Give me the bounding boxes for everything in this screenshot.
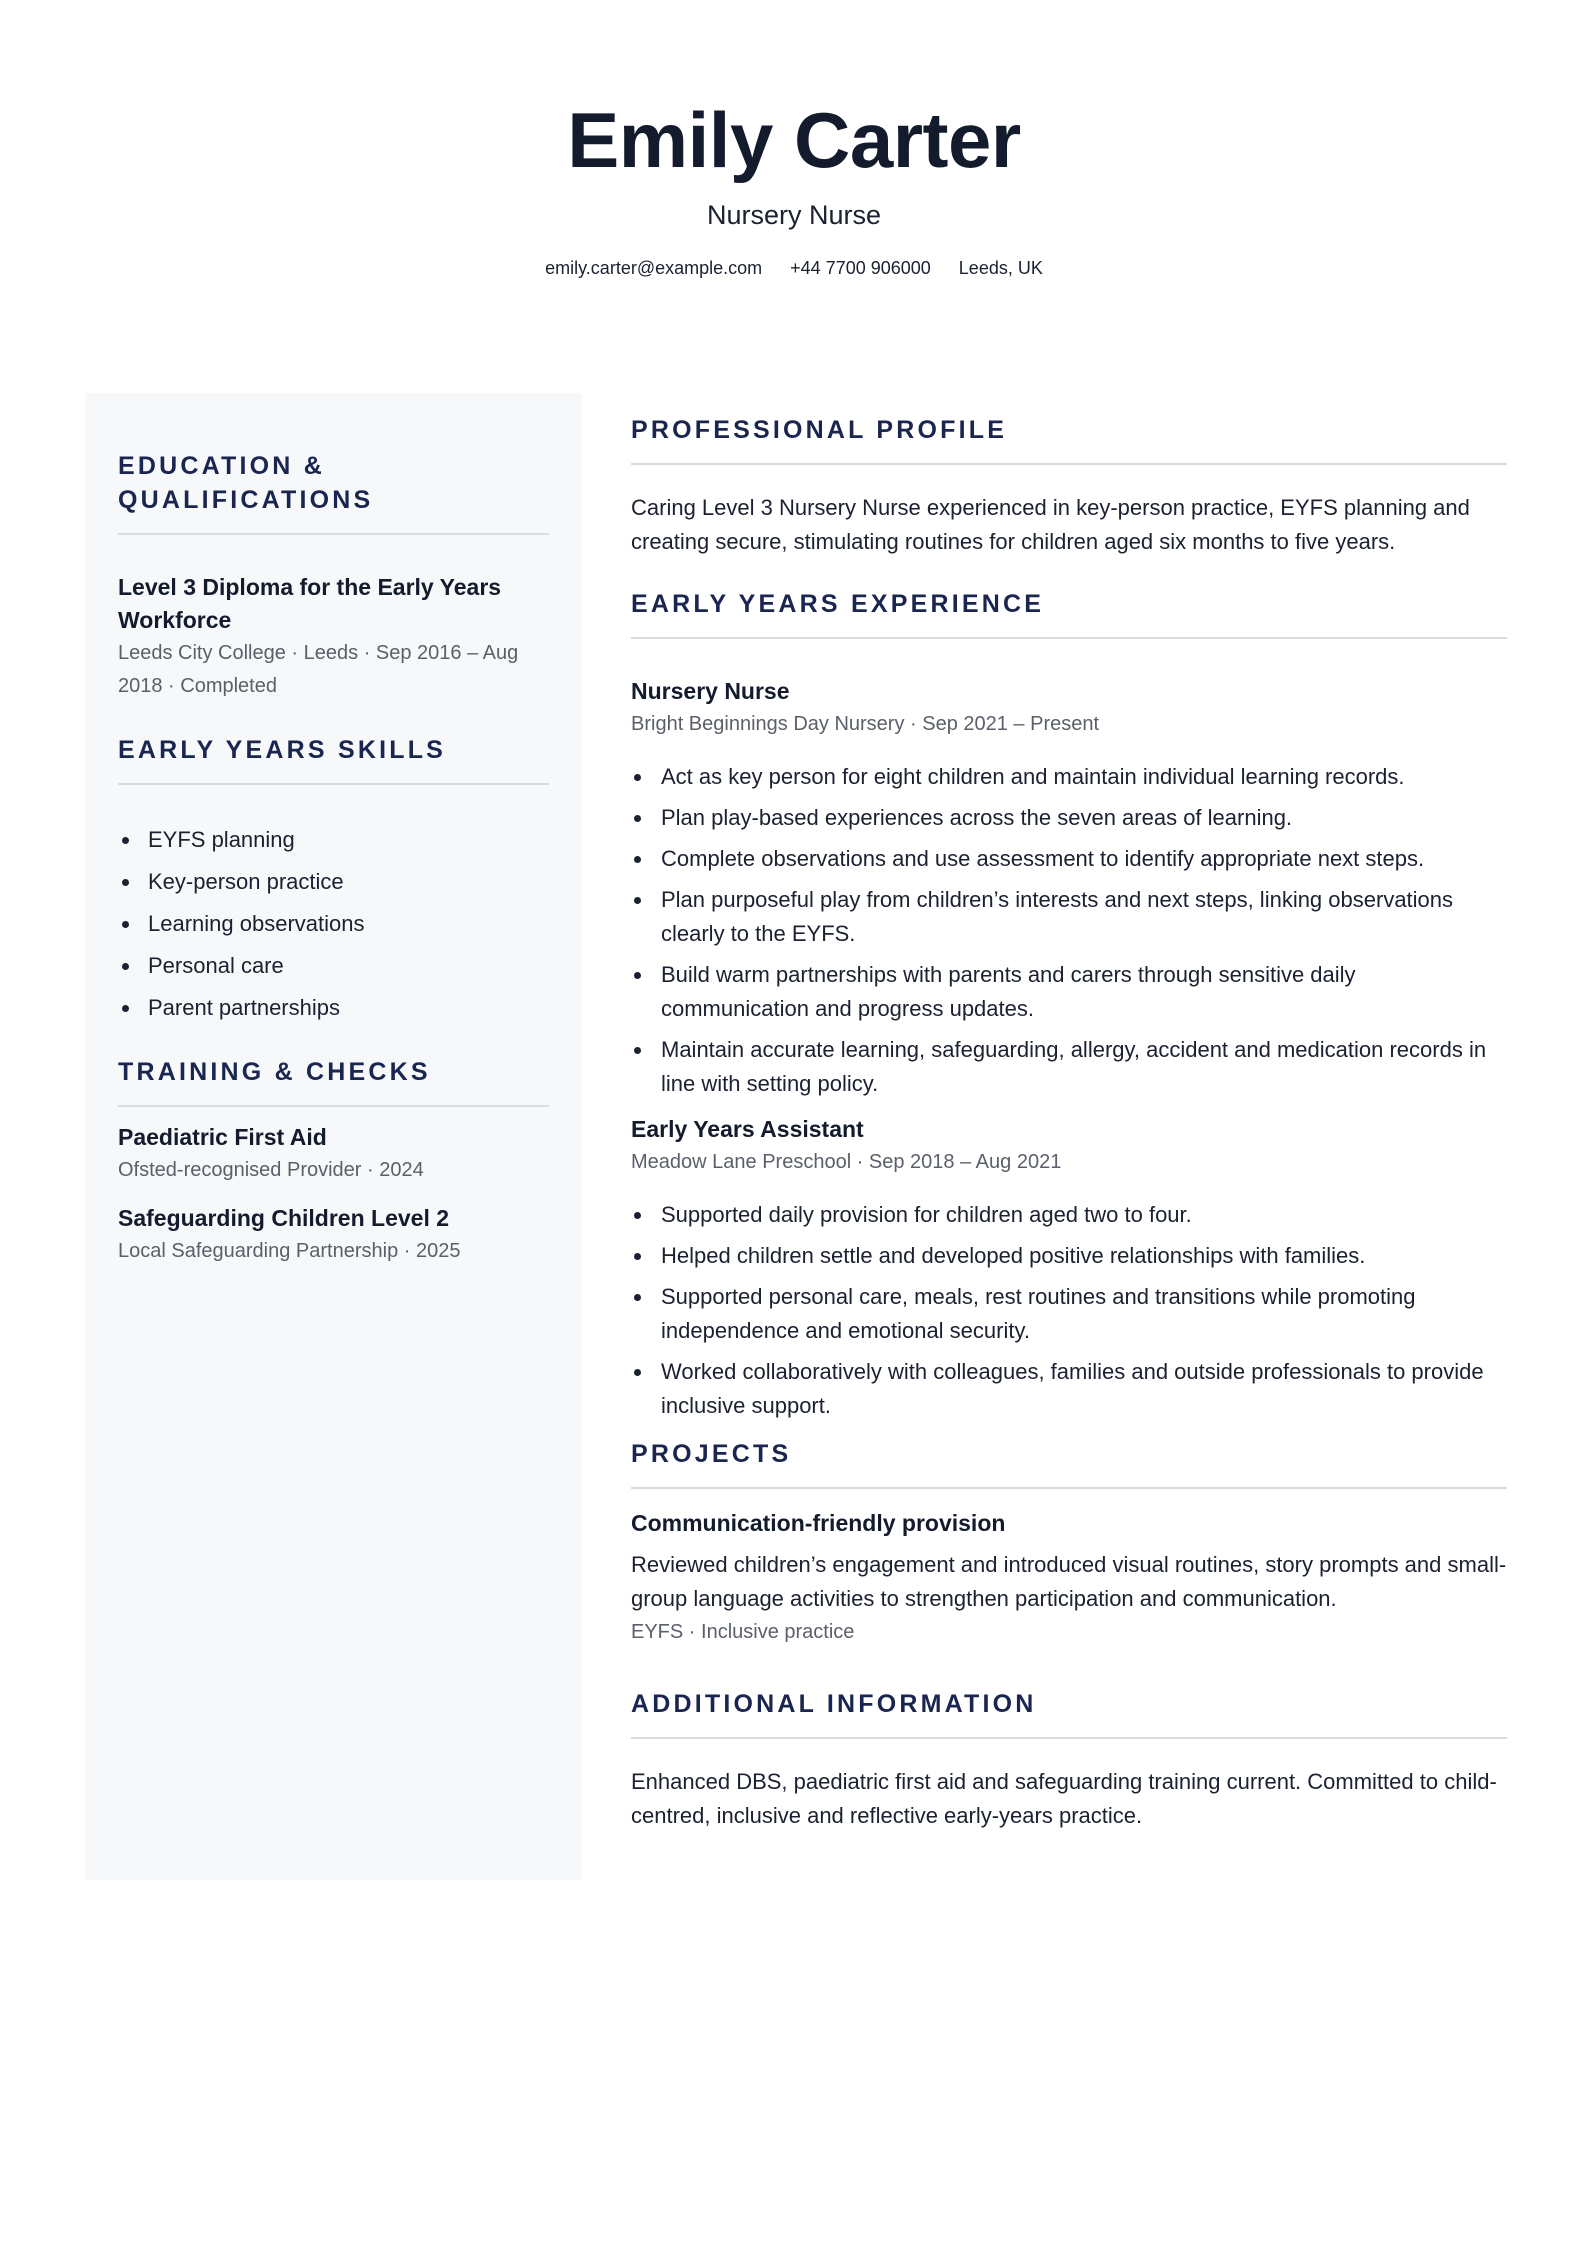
- experience-divider: [631, 637, 1507, 639]
- profile-text: Caring Level 3 Nursery Nurse experienced in key-person practice, EYFS planning and creating secure, stimulating routines for children aged six months to five years.: [631, 495, 1470, 554]
- education-item-details: Leeds City College · Leeds · Sep 2016 – Aug 2018 · Completed: [118, 642, 519, 697]
- skills-list: [118, 819, 549, 1029]
- training-item-details: Ofsted-recognised Provider · 2024: [118, 1159, 424, 1181]
- job-entry: [631, 1113, 1507, 1423]
- training-item: [118, 1121, 549, 1187]
- contact-phone[interactable]: +44 7700 906000: [790, 258, 931, 278]
- training-divider: [118, 1105, 549, 1107]
- list-item: Maintain accurate learning, safeguarding, allergy, accident and medication records in line with setting policy.: [631, 1033, 1507, 1101]
- list-item: EYFS planning: [118, 819, 549, 861]
- list-item: Plan purposeful play from children’s interests and next steps, linking observations clearly to the EYFS.: [631, 883, 1507, 951]
- list-item: Supported personal care, meals, rest routines and transitions while promoting independence and emotional security.: [631, 1280, 1507, 1348]
- job-meta: Meadow Lane Preschool · Sep 2018 – Aug 2021: [631, 1151, 1062, 1173]
- list-item: Complete observations and use assessment to identify appropriate next steps.: [631, 842, 1507, 876]
- profile-section: [631, 413, 1507, 559]
- training-item-details: Local Safeguarding Partnership · 2025: [118, 1240, 461, 1262]
- list-item: Worked collaboratively with colleagues, families and outside professionals to provide inclusive support.: [631, 1355, 1507, 1423]
- candidate-name: Emily Carter: [567, 96, 1021, 184]
- project-tags: EYFS · Inclusive practice: [631, 1621, 855, 1643]
- contact-email[interactable]: emily.carter@example.com: [545, 258, 763, 278]
- list-item: Supported daily provision for children aged two to four.: [631, 1198, 1507, 1232]
- additional-heading: ADDITIONAL INFORMATION: [631, 1690, 1037, 1718]
- projects-divider: [631, 1487, 1507, 1489]
- education-heading: [118, 449, 549, 517]
- projects-section: [631, 1437, 1507, 1649]
- list-item: Helped children settle and developed positive relationships with families.: [631, 1239, 1507, 1273]
- training-section: [118, 1055, 549, 1268]
- additional-text: Enhanced DBS, paediatric first aid and safeguarding training current. Committed to child-centred, inclusive and reflective early-years practice.: [631, 1769, 1497, 1828]
- education-section: [118, 393, 549, 703]
- skills-divider: [118, 783, 549, 785]
- list-item: Parent partnerships: [118, 987, 549, 1029]
- education-heading-line2: QUALIFICATIONS: [118, 486, 374, 514]
- job-title: Nursery Nurse: [631, 678, 790, 704]
- education-heading-line1: EDUCATION &: [118, 452, 325, 480]
- training-item-title: Safeguarding Children Level 2: [118, 1205, 450, 1231]
- contact-location: Leeds, UK: [958, 258, 1043, 278]
- skills-heading: EARLY YEARS SKILLS: [118, 736, 447, 764]
- job-meta: Bright Beginnings Day Nursery · Sep 2021 – Present: [631, 713, 1100, 735]
- experience-heading: EARLY YEARS EXPERIENCE: [631, 590, 1045, 618]
- education-item: [118, 571, 549, 703]
- training-item: [118, 1202, 549, 1268]
- training-heading: TRAINING & CHECKS: [118, 1058, 431, 1086]
- list-item: Learning observations: [118, 903, 549, 945]
- education-item-title: Level 3 Diploma for the Early Years Workforce: [118, 574, 502, 633]
- profile-divider: [631, 463, 1507, 465]
- projects-heading: PROJECTS: [631, 1440, 792, 1468]
- list-item: Act as key person for eight children and maintain individual learning records.: [631, 760, 1507, 794]
- additional-section: [631, 1687, 1507, 1833]
- project-entry: [631, 1507, 1507, 1649]
- job-bullets: [631, 1198, 1507, 1423]
- skills-section: [118, 733, 549, 1029]
- list-item: Build warm partnerships with parents and carers through sensitive daily communication and progress updates.: [631, 958, 1507, 1026]
- resume-header: [0, 92, 1588, 280]
- contact-line: [0, 256, 1588, 280]
- candidate-title: Nursery Nurse: [706, 200, 882, 230]
- profile-heading: PROFESSIONAL PROFILE: [631, 416, 1008, 444]
- sidebar: [85, 393, 582, 1880]
- training-item-title: Paediatric First Aid: [118, 1124, 327, 1150]
- list-item: Key-person practice: [118, 861, 549, 903]
- main-column: [631, 413, 1507, 1833]
- experience-section: [631, 587, 1507, 1423]
- job-entry: [631, 675, 1507, 1101]
- project-description: Reviewed children’s engagement and introduced visual routines, story prompts and small-group language activities to strengthen participation and communication.: [631, 1552, 1507, 1611]
- project-title: Communication-friendly provision: [631, 1510, 1006, 1536]
- list-item: Personal care: [118, 945, 549, 987]
- job-bullets: [631, 760, 1507, 1101]
- additional-divider: [631, 1737, 1507, 1739]
- education-divider: [118, 533, 549, 535]
- list-item: Plan play-based experiences across the seven areas of learning.: [631, 801, 1507, 835]
- job-title: Early Years Assistant: [631, 1116, 864, 1142]
